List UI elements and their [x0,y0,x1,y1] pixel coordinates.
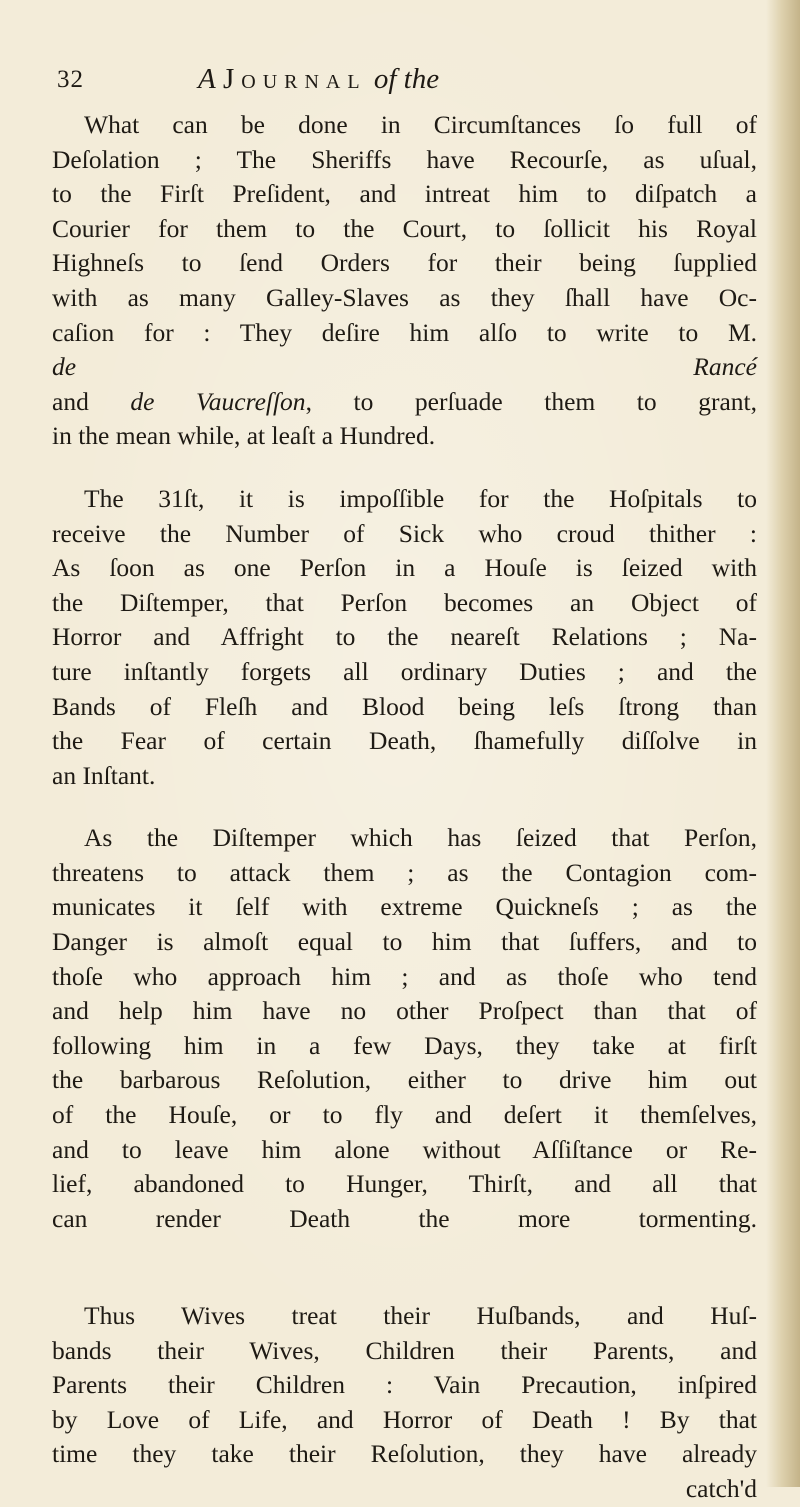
text-line: Danger is almoſt equal to him that ſuffers, and to [52,927,757,957]
running-head [52,60,672,104]
text-line: with as many Galley-Slaves as they ſhall have Oc- [52,282,757,312]
text-line: following him in a few Days, they take at firſt [52,1030,757,1060]
text-line: and to leave him alone without Aſſiſtance or Re- [52,1134,757,1164]
text-line: the Fear of certain Death, ſhamefully diſſolve in [52,726,757,756]
text-line: and de Vaucreſſon, to perſuade them to grant, [52,386,757,416]
text-line: and help him have no other Proſpect than that of [52,996,757,1026]
text-line: by Love of Life, and Horror of Death ! By that [52,1404,757,1434]
text-line: the barbarous Reſolution, either to drive him out [52,1065,757,1095]
text-line: thoſe who approach him ; and as thoſe who tend [52,961,757,991]
text-line: Highneſs to ſend Orders for their being ſupplied [52,248,757,278]
text-line: What can be done in Circumſtances ſo full of [84,110,757,139]
text-line: caſion for : They deſire him alſo to write to M. [52,317,757,347]
text-line: As the Diſtemper which has ſeized that Perſon, [84,823,757,853]
text-line: receive the Number of Sick who croud thither : [52,518,757,548]
text-line: of the Houſe, or to fly and deſert it themſelves, [52,1100,757,1130]
text-line: time they take their Reſolution, they have already [52,1439,757,1469]
page-edge-shadow [766,0,800,1487]
text-line: Horror and Affright to the neareſt Relations ; Na- [52,622,757,652]
text-line: can render Death the more tormenting. [52,1203,757,1233]
text-line [52,1236,757,1271]
text-line: to the Firſt Preſident, and intreat him to diſpatch a [52,179,757,209]
body-text [52,108,757,1507]
text-line: Courier for them to the Court, to ſollicit his Royal [52,213,757,243]
text-line: Parents their Children : Vain Precaution, inſpired [52,1370,757,1400]
text-line: ture inſtantly forgets all ordinary Duties ; and the [52,656,757,686]
text-line: threatens to attack them ; as the Contagion com- [52,857,757,887]
text-line: lief, abandoned to Hunger, Thirſt, and all that [52,1169,757,1199]
text-line: As ſoon as one Perſon in a Houſe is ſeized with [52,553,757,583]
text-line: in the mean while, at leaſt a Hundred. [52,421,436,451]
text-line: bands their Wives, Children their Parents, and [52,1335,757,1365]
text-line: the Diſtemper, that Perſon becomes an Object of [52,587,757,617]
page-number: 32 [57,66,84,93]
running-title: A Journal of the [198,63,440,95]
catchword: catch'd [685,1473,757,1503]
text-line: an Inſtant. [52,760,156,790]
text-line: Thus Wives treat their Huſbands, and Huſ- [84,1301,757,1330]
text-line: Deſolation ; The Sheriffs have Recourſe, as uſual, [52,144,757,174]
text-line: The 31ſt, it is impoſſible for the Hoſpitals to [84,483,757,513]
text-line: Bands of Fleſh and Blood being leſs ſtrong than [52,691,757,721]
text-line: de Rancé [52,352,757,382]
text-line: municates it ſelf with extreme Quickneſs ; as the [52,892,757,922]
